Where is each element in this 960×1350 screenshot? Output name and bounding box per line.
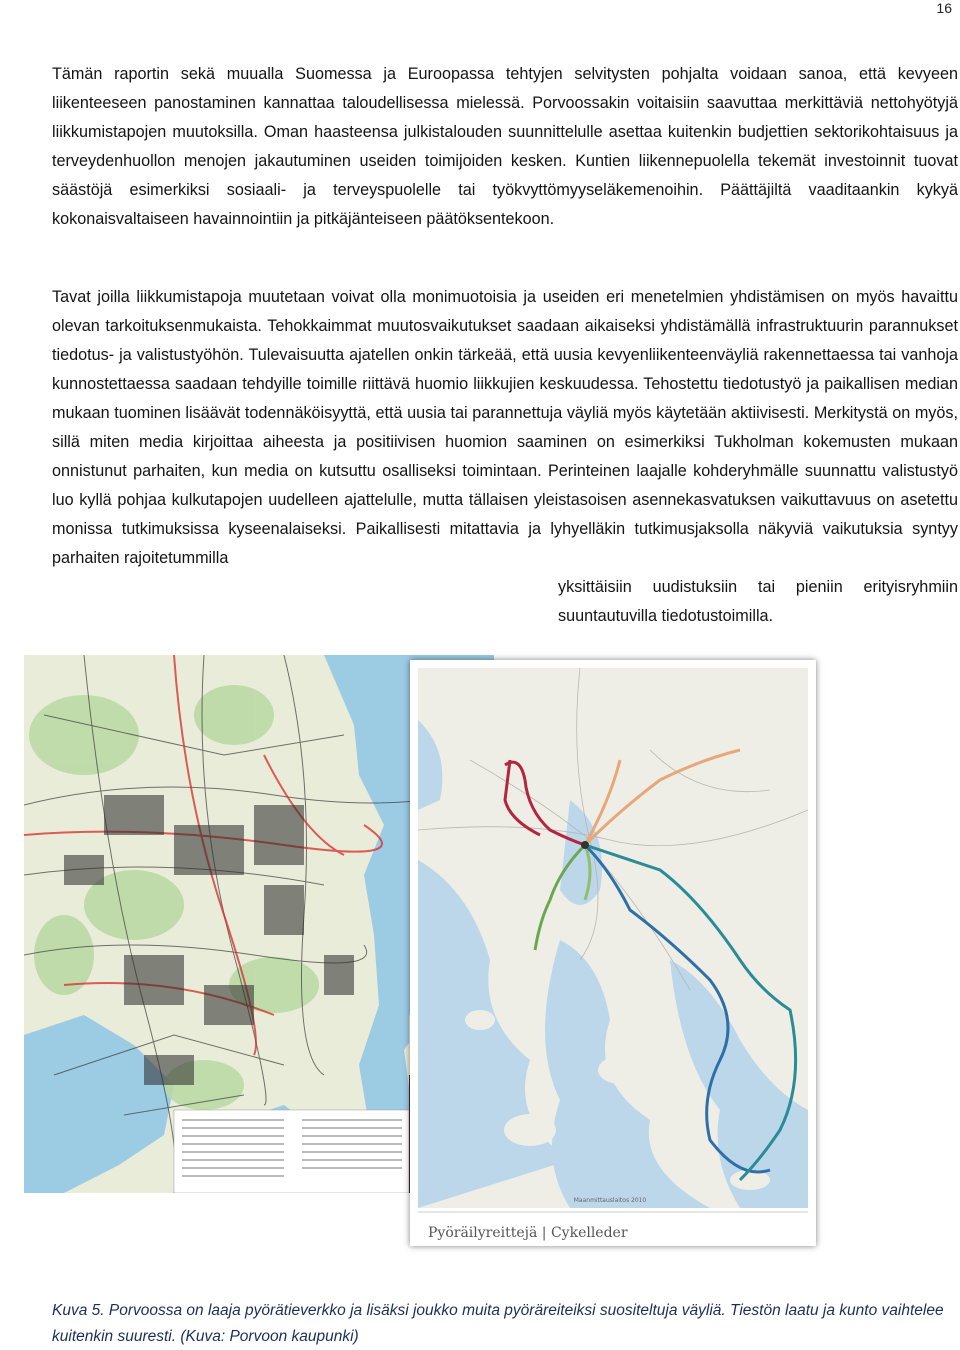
figure-caption: Kuva 5. Porvoossa on laaja pyörätieverkko ja lisäksi joukko muita pyöräreiteiksi suositeltuja väyliä. Tiestön laatu ja kunto vaihtelee kuitenkin suuresti. (Kuva: Porvoon kaupunki) xyxy=(52,1302,944,1345)
map-copyright: Maanmittauslaitos 2010 xyxy=(573,1197,647,1204)
paragraph-2-tail: yksittäisiin uudistuksiin tai pieniin erityisryhmiin suuntautuvilla tiedotustoimilla. xyxy=(558,578,958,625)
paragraph-2 xyxy=(52,283,958,631)
map-title: Pyöräilyreittejä | Cykelleder xyxy=(428,1225,628,1241)
paragraph-1: Tämän raportin sekä muualla Suomessa ja Euroopassa tehtyjen selvitysten pohjalta voidaan sanoa, että kevyeen liikenteeseen panostaminen kannattaa taloudellisessa mielessä. Porvoossakin voitaisiin saavuttaa merkittäviä nettohyötyjä liikkumistapojen muutoksilla. Oman haasteensa julkistalouden suunnittelulle asettaa kuitenkin budjettien sektorikohtaisuus ja terveydenhuollon menojen jakautuminen useiden toimijoiden kesken. Kuntien liikennepuolella tekemät investoinnit tuovat säästöjä esimerkiksi sosiaali- ja terveyspuolelle tai työkvyttömyyseläkemenoihin. Päättäjiltä vaaditaankin kykyä kokonaisvaltaiseen havainnointiin ja pitkäjänteiseen päätöksentekoon. xyxy=(52,65,958,228)
cycling-routes-map xyxy=(410,660,816,1246)
paragraph-2-main: Tavat joilla liikkumistapoja muutetaan voivat olla monimuotoisia ja useiden eri menetelmien yhdistämisen on myös havaittu olevan tarkoituksenmukaista. Tehokkaimmat muutosvaikutukset saadaan aikaiseksi yhdistämällä infrastruktuurin parannukset tiedotus- ja valistustyöhön. Tulevaisuutta ajatellen onkin tärkeää, että uusia kevyenliikenteenväyliä rakennettaessa tai vanhoja kunnostettaessa saadaan tehdyille toimille riittävä huomio liikkujien keskuudessa. Tehostettu tiedotustyö ja paikallisen median mukaan tuominen lisäävät todennäköisyyttä, että uusia tai parannettuja väyliä myös käytetään aktiivisesti. Merkitystä on myös, sillä miten media kirjoittaa aiheesta ja positiivisen huomion saaminen on esimerkiksi Tukholman kokemusten mukaan onnistunut parhaiten, kun media on kutsuttu osalliseksi toimintaan. Perinteinen laajalle kohderyhmälle suunnattu valistustyö luo kyllä pohjaa kulkutapojen uudelleen ajattelulle, mutta tällaisen yleistasoisen asennekasvatuksen vaikuttavuus on asetettu monissa tutkimuksissa kyseenalaiseksi. Paikallisesti mitattavia ja lyhyelläkin tutkimusjaksolla näkyviä vaikutuksia syntyy parhaiten rajoitetummilla xyxy=(52,288,958,567)
page-number: 16 xyxy=(936,0,952,16)
